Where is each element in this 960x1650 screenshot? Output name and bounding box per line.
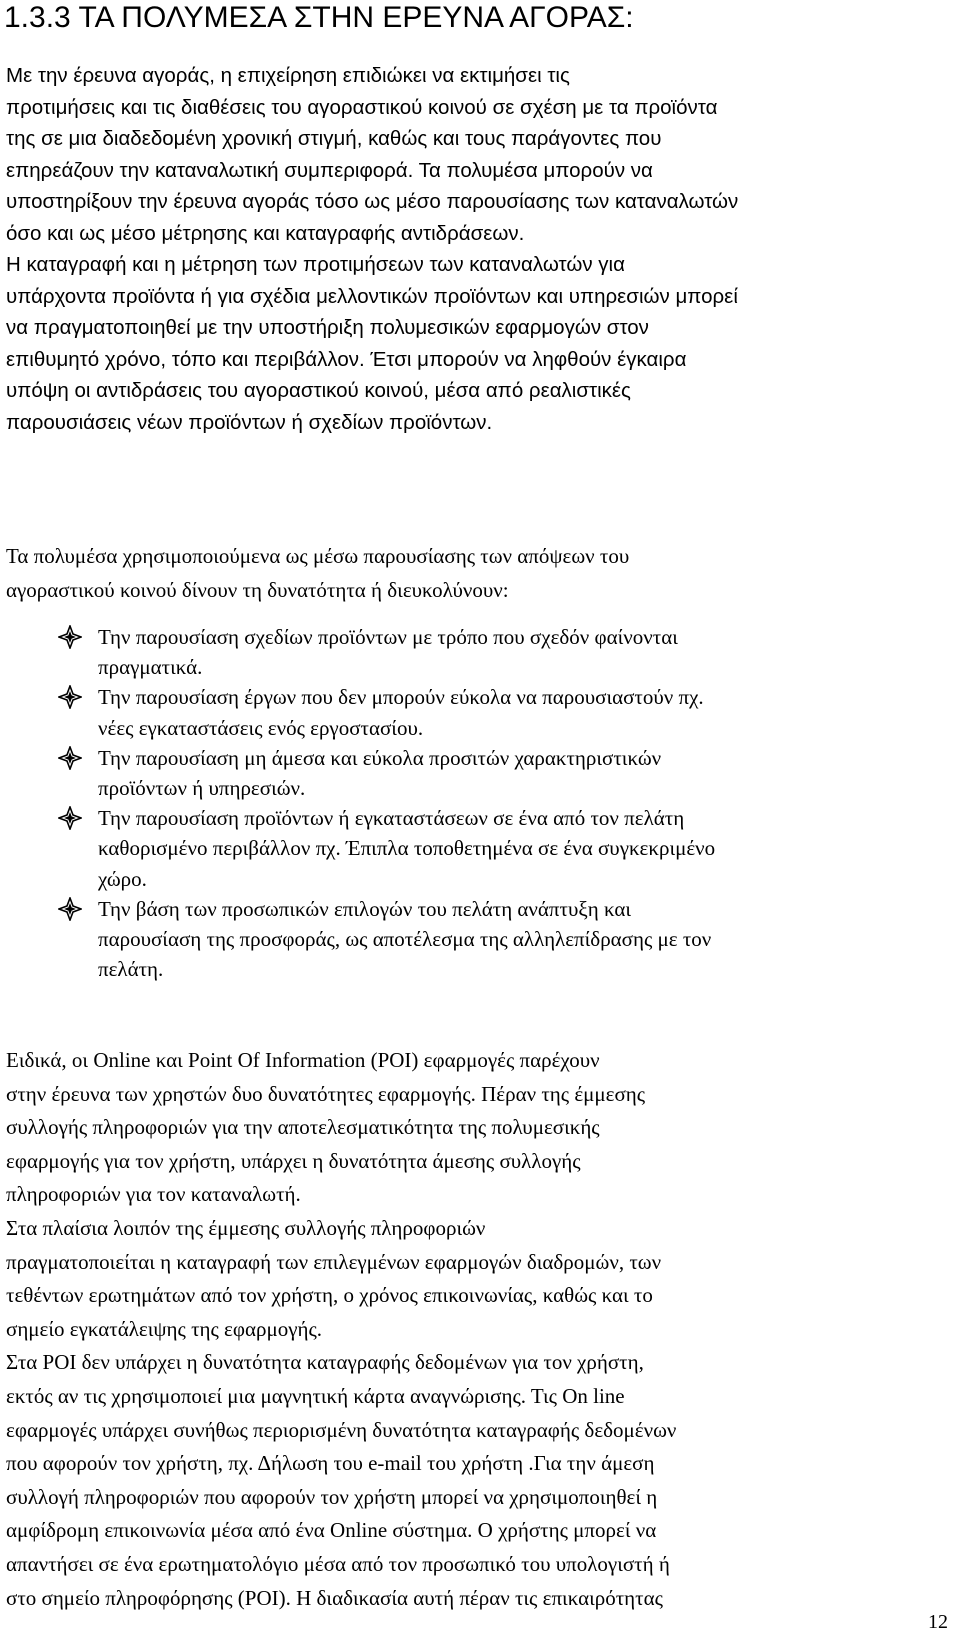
list-item xyxy=(6,803,946,894)
text-line: στο σημείο πληροφόρησης (POI). Η διαδικασία αυτή πέραν τις επικαιρότητας xyxy=(6,1585,663,1610)
text-line: νέες εγκαταστάσεις ενός εργοστασίου. xyxy=(98,715,424,740)
text-line: Την παρουσίαση έργων που δεν μπορούν εύκολα να παρουσιαστούν πχ. xyxy=(98,685,704,710)
text-line: να πραγματοποιηθεί με την υποστήριξη πολυμεσικών εφαρμογών στον xyxy=(6,316,649,339)
text-line: Την βάση των προσωπικών επιλογών του πελάτη ανάπτυξη και xyxy=(98,896,632,921)
presentation-intro-paragraph xyxy=(6,540,946,607)
diamond-star-bullet-icon xyxy=(58,806,82,830)
list-item xyxy=(6,682,946,742)
text-line: εφαρμογές υπάρχει συνήθως περιορισμένη δυνατότητα καταγραφής δεδομένων xyxy=(6,1417,677,1442)
text-line: καθορισμένο περιβάλλον πχ. Έπιπλα τοποθετημένα σε ένα συγκεκριμένο xyxy=(98,836,716,861)
text-line: στην έρευνα των χρηστών δυο δυνατότητες εφαρμογής. Πέραν της έμμεσης xyxy=(6,1081,646,1106)
bullet-list xyxy=(6,622,946,984)
text-line: υπάρχοντα προϊόντα ή για σχέδια μελλοντικών προϊόντων και υπηρεσιών μπορεί xyxy=(6,284,738,308)
diamond-star-bullet-icon xyxy=(58,746,82,770)
text-line: Ειδικά, οι Online και Point Of Information (POI) εφαρμογές παρέχουν xyxy=(6,1048,600,1072)
diamond-star-bullet-icon xyxy=(58,685,82,709)
text-line: πραγματοποιείται η καταγραφή των επιλεγμένων εφαρμογών διαδρομών, των xyxy=(6,1249,662,1274)
text-line: συλλογή πληροφοριών που αφορούν τον χρήστη μπορεί να χρησιμοποιηθεί η xyxy=(6,1484,658,1509)
section-heading: 1.3.3 ΤΑ ΠΟΛΥΜΕΣΑ ΣΤΗΝ ΕΡΕΥΝΑ ΑΓΟΡΑΣ: xyxy=(4,1,634,34)
intro-paragraphs xyxy=(6,60,946,438)
text-line: Στα πλαίσια λοιπόν της έμμεσης συλλογής πληροφοριών xyxy=(6,1215,486,1240)
text-line: παρουσιάσεις νέων προϊόντων ή σχεδίων προϊόντων. xyxy=(6,410,493,434)
text-line: εφαρμογής για τον χρήστη, υπάρχει η δυνατότητα άμεσης συλλογής xyxy=(6,1148,581,1173)
text-line: υπόψη οι αντιδράσεις του αγοραστικού κοινού, μέσα από ρεαλιστικές xyxy=(6,379,631,402)
list-item xyxy=(6,622,946,682)
text-line: αμφίδρομη επικοινωνία μέσα από ένα Online σύστημα. Ο χρήστης μπορεί να xyxy=(6,1518,657,1543)
text-line: Στα POI δεν υπάρχει η δυνατότητα καταγραφής δεδομένων για τον χρήστη, xyxy=(6,1350,644,1375)
text-line: όσο και ως μέσο μέτρησης και καταγραφής αντιδράσεων. xyxy=(6,221,525,245)
page-number: 12 xyxy=(928,1611,948,1633)
list-item xyxy=(6,743,946,803)
text-line: τεθέντων ερωτημάτων από τον χρήστη, ο χρόνος επικοινωνίας, καθώς και το xyxy=(6,1283,653,1308)
text-line: Την παρουσίαση προϊόντων ή εγκαταστάσεων σε ένα από τον πελάτη xyxy=(98,806,685,831)
text-line: πληροφοριών για τον καταναλωτή. xyxy=(6,1182,301,1207)
diamond-star-bullet-icon xyxy=(58,897,82,921)
text-line: Τα πολυμέσα χρησιμοποιούμενα ως μέσω παρουσίασης των απόψεων του xyxy=(6,544,630,568)
text-line: που αφορούν τον χρήστη, πχ. Δήλωση του e-mail του χρήστη .Για την άμεση xyxy=(6,1451,655,1476)
text-line: σημείο εγκατάλειψης της εφαρμογής. xyxy=(6,1316,323,1341)
closing-paragraphs xyxy=(6,1044,946,1615)
text-line: εκτός αν τις χρησιμοποιεί μια μαγνητική κάρτα αναγνώρισης. Τις On line xyxy=(6,1383,625,1408)
text-line: προϊόντων ή υπηρεσιών. xyxy=(98,776,306,801)
diamond-star-bullet-icon xyxy=(58,625,82,649)
text-line: αγοραστικού κοινού δίνουν τη δυνατότητα ή διευκολύνουν: xyxy=(6,577,509,602)
text-line: απαντήσει σε ένα ερωτηματολόγιο μέσα από τον προσωπικό του υπολογιστή ή xyxy=(6,1551,670,1576)
text-line: Η καταγραφή και η μέτρηση των προτιμήσεων των καταναλωτών για xyxy=(6,253,625,276)
text-line: Με την έρευνα αγοράς, η επιχείρηση επιδιώκει να εκτιμήσει τις xyxy=(6,64,570,87)
text-line: πελάτη. xyxy=(98,957,164,982)
text-line: υποστηρίξουν την έρευνα αγοράς τόσο ως μέσο παρουσίασης των καταναλωτών xyxy=(6,190,739,213)
text-line: Την παρουσίαση σχεδίων προϊόντων με τρόπο που σχεδόν φαίνονται xyxy=(98,625,678,649)
text-line: επηρεάζουν την καταναλωτική συμπεριφορά. Τα πολυμέσα μπορούν να xyxy=(6,158,653,182)
text-line: χώρο. xyxy=(98,866,147,891)
text-line: παρουσίαση της προσφοράς, ως αποτέλεσμα της αλληλεπίδρασης με τον xyxy=(98,927,712,952)
text-line: Την παρουσίαση μη άμεσα και εύκολα προσιτών χαρακτηριστικών xyxy=(98,745,662,770)
text-line: επιθυμητό χρόνο, τόπο και περιβάλλον. Έτσι μπορούν να ληφθούν έγκαιρα xyxy=(6,347,687,371)
text-line: της σε μια διαδεδομένη χρονική στιγμή, καθώς και τους παράγοντες που xyxy=(6,127,662,150)
text-line: συλλογής πληροφοριών για την αποτελεσματικότητα της πολυμεσικής xyxy=(6,1115,600,1140)
text-line: πραγματικά. xyxy=(98,655,203,680)
list-item xyxy=(6,894,946,985)
text-line: προτιμήσεις και τις διαθέσεις του αγοραστικού κοινού σε σχέση με τα προϊόντα xyxy=(6,95,718,119)
